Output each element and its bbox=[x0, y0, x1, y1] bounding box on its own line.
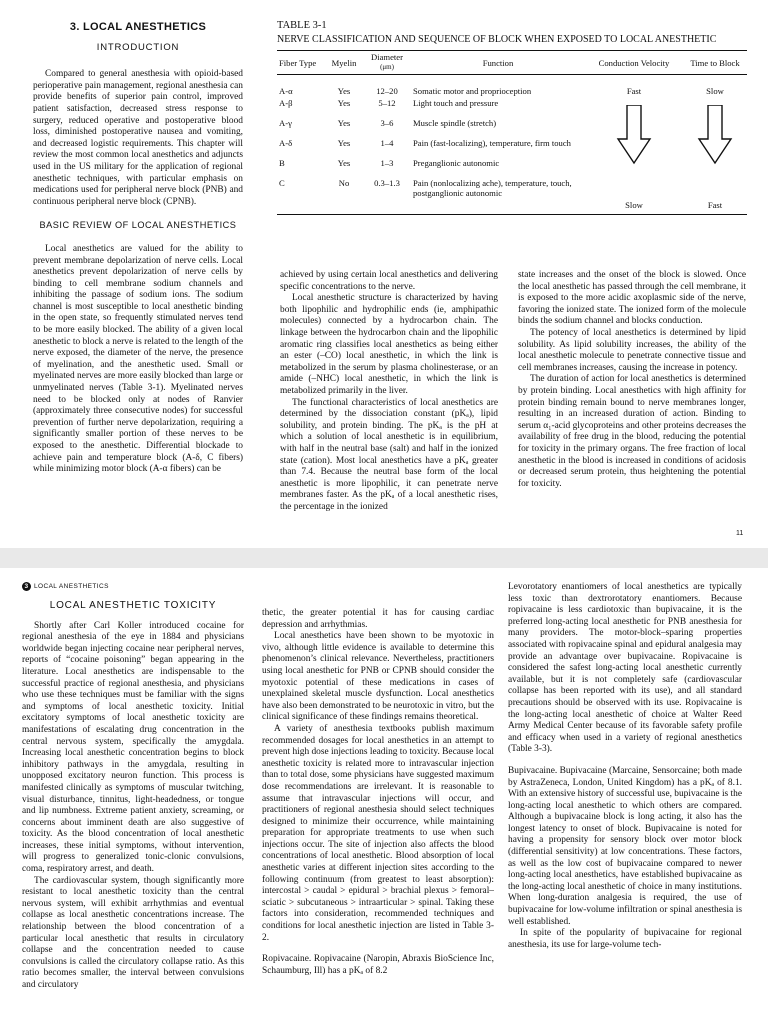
paragraph: The duration of action for local anesthetics is determined by protein binding. Local anesthetics with high affinity for protein binding remain bound to nerve membranes longer, resulting in an increased duration of action. Binding to serum α₁-acid glycoproteins and other proteins decreases the availability of free drug in the blood, reducing the potential for toxicity in the primary organs. The free fraction of local anesthetic in the blood is increased in conditions of acidosis or decreased serum protein, thus heightening the potential for toxicity. bbox=[518, 374, 746, 489]
chapter-badge: 3 bbox=[22, 582, 31, 591]
header-function: Function bbox=[482, 57, 514, 68]
intro-paragraph: Compared to general anesthesia with opioid-based perioperative pain management, regional anesthesia can provide benefits of superior pain control, improved patient satisfaction, decreased stress response to surgery, reduced operative and postoperative blood loss, diminished postoperative nausea and vomiting, and decreased logistic requirements. This chapter will review the most common local anesthetics and adjuncts used in the US military for the application of regional anesthetic techniques, with particular emphasis on medications used for peripheral nerve block (PNB) and continuous peripheral nerve block (CPNB). bbox=[33, 69, 243, 207]
paragraph: Shortly after Carl Koller introduced cocaine for regional anesthesia of the eye in 1884 and physicians worldwide began injecting cocaine near peripheral nerves, reports of “cocaine poisoning” began appearing in the literature. Local anesthetics are indispensable to the successful practice of regional anesthesia, and physicians who use these techniques must be familiar with the signs and symptoms of local anesthetic toxicity. Initial excitatory symptoms of local anesthetic toxicity are manifestations of escalating drug concentration in the central nervous system, specifically the amygdala. Increasing local anesthetic concentration begins to block inhibitory pathways in the amygdala, resulting in unopposed excitatory neuron function. This process is manifested clinically as symptoms of muscular twitching, visual disturbance, tinnitus, light-headedness, or tongue and lip numbness. Extreme patient anxiety, screaming, or concerns about imminent death are also suggestive of toxicity. As the blood concentration of local anesthetic increases, these initial symptoms, without intervention, will progress to generalized tonic-clonic convulsions, coma, respiratory arrest, and death. bbox=[22, 620, 244, 875]
paragraph: The functional characteristics of local anesthetics are determined by the dissociation constant (pKₐ), lipid solubility, and protein binding. The pKₐ is the pH at which a solution of local anesthetic is in equilibrium, with half in the neutral base (salt) and half in the ionized state (cation). Most local anesthetics have a pKₐ greater than 7.4. Because the neutral base form of the local anesthetic is more lipophilic, it can penetrate nerve membranes faster. As the pKₐ of a local anesthetic rises, the percentage in the ionized bbox=[280, 397, 498, 512]
nerve-table bbox=[277, 51, 747, 215]
paragraph: Ropivacaine. Ropivacaine (Naropin, Abraxis BioScience Inc, Schaumburg, Ill) has a pKₐ of 8.2 bbox=[262, 954, 494, 976]
middle-column bbox=[280, 270, 498, 513]
header-time-to-block: Time to Block bbox=[690, 57, 740, 68]
table-row: A-γ Yes 3–6 Muscle spindle (stretch) bbox=[279, 118, 497, 128]
table-label: TABLE 3-1 bbox=[277, 20, 327, 31]
header-myelin: Myelin bbox=[331, 57, 357, 68]
middle-column bbox=[262, 608, 494, 977]
down-arrow-icon bbox=[695, 105, 735, 165]
paragraph: The cardiovascular system, though significantly more resistant to local anesthetic toxicity than the central nervous system, will exhibit arrhythmias and eventual collapse as local anesthetic concentrations increase. The relationship between the blood concentration of a particular local anesthetic that results in circulatory collapse and the concentration needed to cause convulsions is called the circulatory collapse ratio. As this ratio becomes smaller, the interval between convulsions and circulatory bbox=[22, 875, 244, 990]
left-column bbox=[33, 22, 243, 476]
basic-review-paragraph: Local anesthetics are valued for the ability to prevent membrane depolarization of nerve cells. Local anesthetics prevent depolarization of nerve cells by binding to cell membrane sodium channels and inhibiting the passage of sodium ions. The sodium channel is most susceptible to local anesthetic binding in the open state, so frequently stimulated nerves tend to be more easily blocked. The ability of a given local anesthetic to block a nerve is related to the length of the nerve exposed, the diameter of the nerve, the presence of myelination, and the anesthetic used. Small or myelinated nerves are more easily blocked than large or unmyelinated nerves (Table 3-1). Myelinated nerves need to be blocked only at nodes of Ranvier (approximately three consecutive nodes) for successful prevention of further nerve depolarization, requiring a significantly smaller portion of these nerves to be exposed to the anesthetic. Differential blockade to achieve pain and temperature block (A-δ, C fibers) while minimizing motor block (A-α fibers) can be bbox=[33, 243, 243, 475]
paragraph: Local anesthetic structure is characterized by having both lipophilic and hydrophilic ends (ie, amphipathic molecules) connected by a hydrocarbon chain. The linkage between the hydrocarbon chain and the lipophilic aromatic ring classifies local anesthetics as being either an ester (–CO) local anesthetic, in which the link is metabolized in the serum by plasma cholinesterase, or an amide (–NHC) local anesthetic, in which the link is metabolized primarily in the liver. bbox=[280, 293, 498, 396]
right-column bbox=[508, 582, 742, 951]
paragraph: state increases and the onset of the block is slowed. Once the local anesthetic has passed through the cell membrane, it is exposed to the more acidic axoplasmic side of the nerve, favoring the ionized state. The ionized form of the molecule binds the sodium channel and blocks conduction. bbox=[518, 270, 746, 327]
right-column bbox=[518, 270, 746, 490]
toxicity-heading: LOCAL ANESTHETIC TOXICITY bbox=[49, 600, 217, 611]
paragraph: Levorotatory enantiomers of local anesthetics are typically less toxic than dextrorotatory enantiomers. Because ropivacaine is less cardiotoxic than bupivacaine, it is the preferred long-acting local anesthetic for PNB anesthesia for many providers. The motor-block–sparing properties associated with ropivacaine spinal and epidural analgesia may provide an advantage over bupivacaine. Ropivacaine is considered the safest long-acting local anesthetic currently available, but it is not completely safe (cardiovascular collapse has been reported with its use), and all standard precautions should be observed with its use. Ropivacaine is the long-acting local anesthetic of choice at Walter Reed Army Medical Center because of its favorable safety profile and efficacy when used in a variety of regional anesthetics (Table 3-3). bbox=[508, 582, 742, 755]
paragraph: Bupivacaine. Bupivacaine (Marcaine, Sensorcaine; both made by AstraZeneca, London, United Kingdom) has a pKₐ of 8.1. With an extensive history of successful use, bupivacaine is the long-acting local anesthetic to which others are compared. Although a bupivacaine block is long acting, it also has the longest latency to onset of block. Bupivacaine is noted for having a propensity for sensory block over motor block (differential sensitivity) at low concentrations. These factors, as well as the low cost of bupivacaine compared to newer long-acting local anesthetics, have established bupivacaine as the long-acting local anesthetic of choice in many institutions. When long-duration analgesia is required, the use of bupivacaine for low-volume infiltration or spinal anesthesia is well established. bbox=[508, 765, 742, 927]
paragraph: Local anesthetics have been shown to be myotoxic in vivo, although little evidence is available to determine this phenomenon’s clinical relevance. Nevertheless, practitioners using local anesthetic for PNB or CPNB should consider the myotoxic potential of these medications in cases of unexplained skeletal muscle dysfunction. Local anesthetics have also been demonstrated to be neurotoxic in vitro, but the clinical significance of these findings remains theoretical. bbox=[262, 631, 494, 723]
page-12 bbox=[0, 568, 768, 1024]
header-diameter: Diameter (μm) bbox=[371, 52, 403, 71]
running-head: 3 LOCAL ANESTHETICS bbox=[22, 582, 109, 591]
page-gap bbox=[0, 548, 768, 568]
velocity-fast: Fast bbox=[626, 86, 642, 96]
table-row: A-β Yes 5–12 Light touch and pressure bbox=[277, 97, 747, 109]
table-title: NERVE CLASSIFICATION AND SEQUENCE OF BLOCK WHEN EXPOSED TO LOCAL ANESTHETIC bbox=[277, 34, 717, 45]
down-arrow-icon bbox=[614, 105, 654, 165]
page-number: 11 bbox=[736, 530, 744, 537]
table-row: A-δ Yes 1–4 Pain (fast-localizing), temperature, firm touch bbox=[279, 138, 571, 148]
paragraph: achieved by using certain local anesthetics and delivering specific concentrations to the nerve. bbox=[280, 270, 498, 292]
table-row: B Yes 1–3 Preganglionic autonomic bbox=[279, 158, 500, 168]
paragraph: In spite of the popularity of bupivacaine for regional anesthesia, its use for large-volume tech- bbox=[508, 928, 742, 950]
time-slow: Slow bbox=[706, 86, 724, 96]
header-conduction-velocity: Conduction Velocity bbox=[598, 57, 670, 68]
table-3-1 bbox=[277, 20, 747, 215]
left-column bbox=[22, 600, 244, 992]
table-row-labels bbox=[277, 199, 747, 215]
table-row: C No 0.3–1.3 Pain (nonlocalizing ache), temperature, touch, postganglionic autonomic bbox=[279, 178, 572, 198]
paragraph: A variety of anesthesia textbooks publish maximum recommended dosages for local anesthetics in an attempt to prevent high dose injections leading to toxicity. Because local anesthetic toxicity is related more to intravascular injection than to total dose, some physicians have suggested maximum dose recommendations are irrelevant. It is reasonable to assume that intravascular injections will occur, and practitioners of regional anesthesia should select techniques designed to minimize their occurrence, while maintaining preparation for appropriate treatments to use when such injections occur. The site of injection also affects the blood concentrations of local anesthetic. Blood absorption of local anesthetic varies at different injection sites according to the following continuum (from greatest to least absorption): intercostal > caudal > epidural > brachial plexus > femoral–sciatic > subcutaneous > intraarticular > spinal. Taking these factors into consideration, recommended techniques and conditions for local anesthetic injection are listed in Table 3-2. bbox=[262, 723, 494, 943]
velocity-arrow-cell bbox=[585, 97, 683, 199]
time-arrow-cell bbox=[683, 97, 747, 199]
header-fiber-type: Fiber Type bbox=[279, 57, 317, 68]
table-row: A-α Yes 12–20 Somatic motor and proprioception Fast Slow bbox=[277, 75, 747, 98]
velocity-slow: Slow bbox=[625, 200, 643, 210]
paragraph: thetic, the greater potential it has for causing cardiac depression and arrhythmias. bbox=[262, 608, 494, 630]
chapter-title: 3. LOCAL ANESTHETICS bbox=[69, 21, 207, 33]
intro-heading: INTRODUCTION bbox=[96, 41, 180, 53]
paragraph: The potency of local anesthetics is determined by lipid solubility. As lipid solubility increases, the ability of the local anesthetic molecule to penetrate connective tissue and cell membranes increases, causing the increase in potency. bbox=[518, 327, 746, 373]
basic-review-heading: BASIC REVIEW OF LOCAL ANESTHETICS bbox=[39, 220, 237, 231]
time-fast: Fast bbox=[707, 200, 723, 210]
